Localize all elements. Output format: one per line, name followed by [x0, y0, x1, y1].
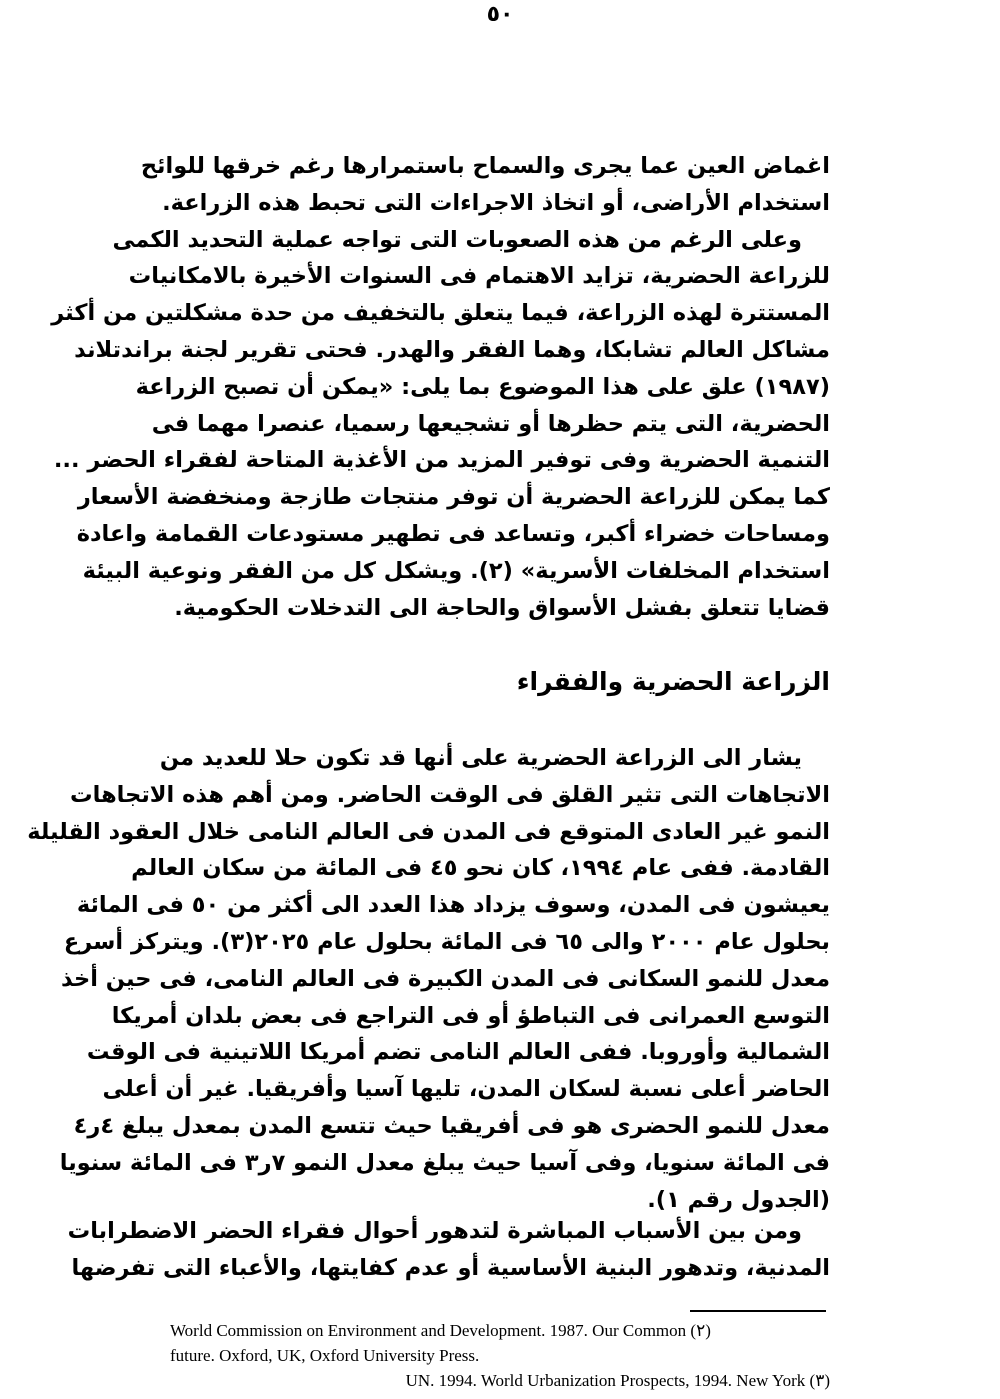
text-line: ومساحات خضراء أكبر، وتساعد فى تطهير مستودعات القمامة واعادة [76, 520, 830, 547]
text-line: مشاكل العالم تشابكا، وهما الفقر والهدر. فحتى تقرير لجنة براندتلاند [74, 336, 830, 363]
footnote-2-text: World Commission on Environment and Development. 1987. Our Common [170, 1321, 687, 1340]
text-line: الاتجاهات التى تثير القلق فى الوقت الحاضر. ومن أهم هذه الاتجاهات [70, 781, 830, 808]
text-line: وعلى الرغم من هذه الصعوبات التى تواجه عملية التحديد الكمى [112, 226, 802, 253]
text-line: المستترة لهذه الزراعة، فيما يتعلق بالتخفيف من حدة مشكلتين من أكثر [51, 300, 830, 327]
footnote-2-marker: (٢) [690, 1321, 711, 1340]
text-line: التوسع العمرانى فى التباطؤ أو فى التراجع فى بعض بلدان أمريكا [111, 1002, 830, 1029]
text-line: يشار الى الزراعة الحضرية على أنها قد تكون حلا للعديد من [159, 745, 802, 771]
text-line: النمو غير العادى المتوقع فى المدن فى العالم النامى خلال العقود القليلة [27, 818, 830, 845]
footnote-divider [690, 1310, 826, 1312]
text-line: الحاضر أعلى نسبة لسكان المدن، تليها آسيا وأفريقيا. غير أن أعلى [102, 1076, 830, 1103]
section-heading: الزراعة الحضرية والفقراء [516, 667, 830, 696]
text-line: التنمية الحضرية وفى توفير المزيد من الأغذية المتاحة لفقراء الحضر ... [53, 447, 830, 474]
footnote-3-marker: (٣) [809, 1371, 830, 1390]
text-line: اغماض العين عما يجرى والسماح باستمرارها رغم خرقها للوائح [140, 153, 830, 179]
text-line: معدل للنمو الحضرى هو فى أفريقيا حيث تتسع المدن بمعدل يبلغ ٤ر٤ [73, 1112, 830, 1139]
text-line: المدنية، وتدهور البنية الأساسية أو عدم كفايتها، والأعباء التى تفرضها [71, 1254, 830, 1281]
text-line: فى المائة سنويا، وفى آسيا حيث يبلغ معدل النمو ٧ر٣ فى المائة سنويا [59, 1149, 830, 1176]
footnote-2-line-1 [170, 1318, 830, 1343]
paragraph-causes [67, 1213, 830, 1287]
text-line: استخدام الأراضى، أو اتخاذ الاجراءات التى تحبط هذه الزراعة. [162, 189, 830, 216]
text-line: الحضرية، التى يتم حظرها أو تشجيعها رسميا، عنصرا مهما فى [151, 410, 830, 437]
paragraph-continuation-and-brundtland [51, 148, 830, 626]
text-line: (الجدول رقم ١). [647, 1186, 830, 1213]
paragraph-urban-growth [27, 740, 830, 1218]
text-line: ومن بين الأسباب المباشرة لتدهور أحوال فقراء الحضر الاضطرابات [67, 1218, 802, 1244]
footnote-3-line-1 [170, 1368, 830, 1393]
text-line: بحلول عام ٢٠٠٠ والى ٦٥ فى المائة بحلول عام ٢٠٢٥(٣). ويتركز أسرع [63, 928, 830, 955]
text-line: استخدام المخلفات الأسرية» (٢). ويشكل كل من الفقر ونوعية البيئة [82, 557, 830, 584]
footnote-2-line-2: future. Oxford, UK, Oxford University Press. [170, 1346, 480, 1365]
text-line: (١٩٨٧) علق على هذا الموضوع بما يلى: «يمكن أن تصبح الزراعة [135, 373, 830, 400]
text-line: كما يمكن للزراعة الحضرية أن توفر منتجات طازجة ومنخفضة الأسعار [77, 484, 830, 511]
text-line: يعيشون فى المدن، وسوف يزداد هذا العدد الى أكثر من ٥٠ فى المائة [76, 892, 830, 919]
page-number: ٥٠ [486, 2, 514, 27]
text-line: الشمالية وأوروبا. ففى العالم النامى تضم أمريكا اللاتينية فى الوقت [86, 1039, 830, 1066]
text-line: قضايا تتعلق بفشل الأسواق والحاجة الى التدخلات الحكومية. [174, 594, 830, 621]
footnotes [170, 1318, 830, 1393]
footnote-3-text: UN. 1994. World Urbanization Prospects, 1994. New York [405, 1371, 806, 1390]
text-line: للزراعة الحضرية، تزايد الاهتمام فى السنوات الأخيرة بالامكانيات [128, 263, 830, 290]
text-line: معدل للنمو السكانى فى المدن الكبيرة فى العالم النامى، فى حين أخذ [61, 965, 830, 992]
text-line: القادمة. ففى عام ١٩٩٤، كان نحو ٤٥ فى المائة من سكان العالم [131, 855, 830, 882]
